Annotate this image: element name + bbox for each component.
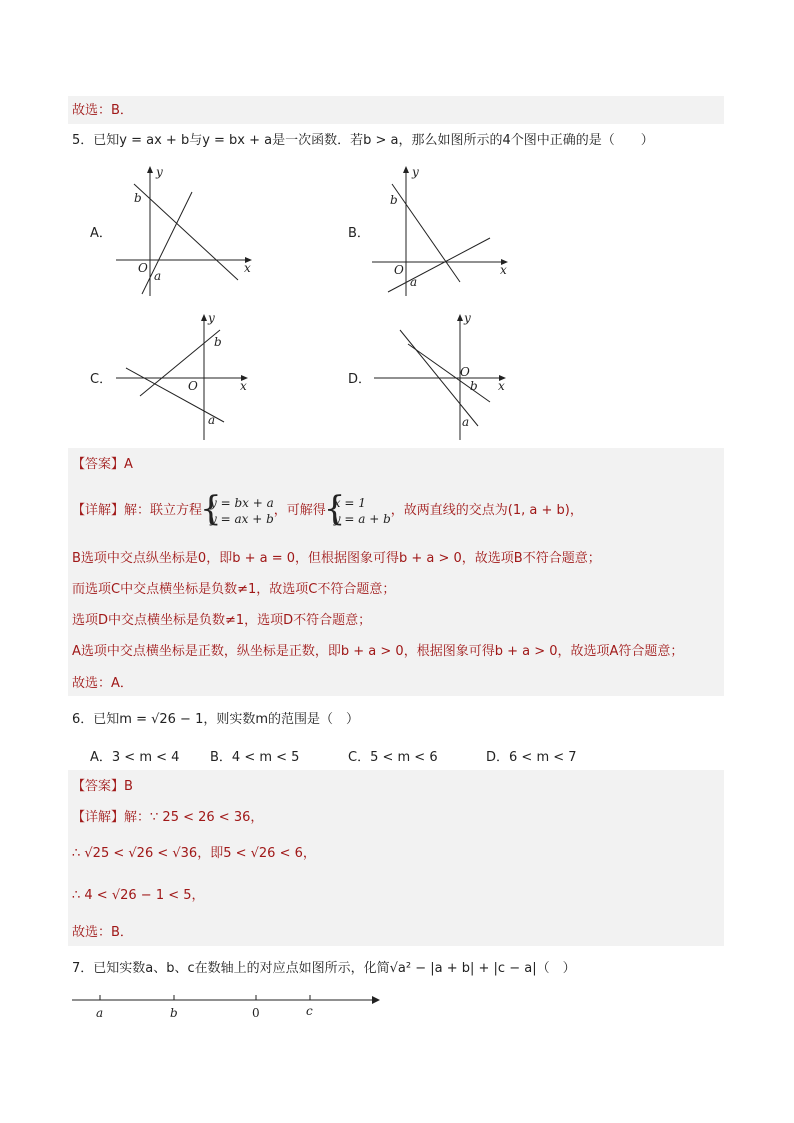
graph-d-x-label: x [498,379,505,393]
graph-c-line-label-a: a [208,413,216,427]
q5-option-b-label: B． [348,226,370,241]
q5-detail-line-4: A选项中交点横坐标是正数，纵坐标是正数，即b + a > 0，根据图象可得b + a > 0，故选项A符合题意； [72,644,684,659]
graph-a-y-label: y [156,165,163,179]
q5-graph-c [112,308,260,444]
graph-d-line-label-b: b [470,379,478,393]
q6-choice-a: A．3 < m < 4 [90,750,180,765]
graph-a-x-label: x [244,261,251,275]
q5-system-2 [326,495,391,527]
q5-detail-line [72,494,583,528]
graph-c-line-label-b: b [214,335,222,349]
answer-band-q4 [68,96,724,124]
q6-choice-d: D．6 < m < 7 [486,750,577,765]
q5-detail-intro: 解：联立方程 [124,503,203,518]
q6-answer-tag: 【答案】 [72,779,125,794]
q5-answer-value: A [124,457,133,472]
graph-a-origin: O [138,261,148,275]
q5-answer-line [72,456,133,474]
q6-choice-c: C．5 < m < 6 [348,750,438,765]
graph-d-line-label-a: a [462,415,470,429]
number-line-label-c: c [306,1004,313,1018]
q6-choice-b: B．4 < m < 5 [210,750,300,765]
q6-detail-line [72,809,263,827]
number-line-label-zero: 0 [252,1006,260,1020]
q5-detail-line-3: 选项D中交点横坐标是负数≠1，选项D不符合题意； [72,613,372,628]
graph-d-origin: O [460,365,470,379]
graph-d-y-label: y [464,311,471,325]
q5-detail-tag: 【详解】 [72,503,125,518]
q5-point-text: ，故两直线的交点为(1, a + b)， [390,503,583,518]
graph-a-line-label-a: a [154,269,162,283]
graph-b-line-label-a: a [410,275,418,289]
graph-b-origin: O [394,263,404,277]
q5-graph-b [370,162,518,300]
q6-stem: 6．已知m = √26 − 1，则实数m的范围是（ ） [72,712,360,727]
graph-b-y-label: y [412,165,419,179]
q5-system-1 [202,495,274,527]
q5-detail-line-1: B选项中交点纵坐标是0，即b + a = 0，但根据图象可得b + a > 0，故选项B不符合题意； [72,551,601,566]
graph-a-line-label-b: b [134,191,142,205]
q5-option-c-label: C． [90,372,113,387]
q5-detail-line-2: 而选项C中交点横坐标是负数≠1，故选项C不符合题意； [72,582,396,597]
q7-stem: 7．已知实数a、b、c在数轴上的对应点如图所示，化简√a² − |a + b| + |c − a|（ ） [72,961,576,976]
q4-conclusion: 故选：B． [72,103,133,118]
q5-sys1-eq1: { y = bx + a [210,495,274,510]
q6-detail-line-1: 解：∵ 25 < 26 < 36， [124,810,264,825]
q6-conclusion: 故选：B． [72,925,133,940]
q6-detail-line-2: ∴ √25 < √26 < √36，即5 < √26 < 6， [72,846,316,861]
graph-b-line-label-b: b [390,193,398,207]
q5-stem: 5．已知y = ax + b与y = bx + a是一次函数．若b > a，那么如图所示的4个图中正确的是（ ） [72,133,654,148]
q5-graph-d [370,308,518,444]
q7-number-line [68,990,388,1026]
q5-sys2-eq1: { x = 1 [333,495,366,510]
q5-option-d-label: D． [348,372,372,387]
q5-sys2-eq2: y = a + b [333,511,391,526]
q5-answer-tag: 【答案】 [72,457,125,472]
q6-answer-line [72,778,133,796]
graph-c-x-label: x [240,379,247,393]
q5-graph-a [112,162,260,300]
number-line-label-a: a [96,1006,104,1020]
q6-detail-line-3: ∴ 4 < √26 − 1 < 5， [72,888,205,903]
q6-answer-value: B [124,779,133,794]
graph-b-x-label: x [500,263,507,277]
graph-c-y-label: y [208,311,215,325]
q5-conclusion: 故选：A． [72,676,133,691]
q6-detail-tag: 【详解】 [72,810,125,825]
q5-sys1-eq2: y = ax + b [210,511,274,526]
q5-solve-text: ，可解得 [273,503,326,518]
number-line-label-b: b [170,1006,178,1020]
q5-option-a-label: A． [90,226,112,241]
graph-c-origin: O [188,379,198,393]
